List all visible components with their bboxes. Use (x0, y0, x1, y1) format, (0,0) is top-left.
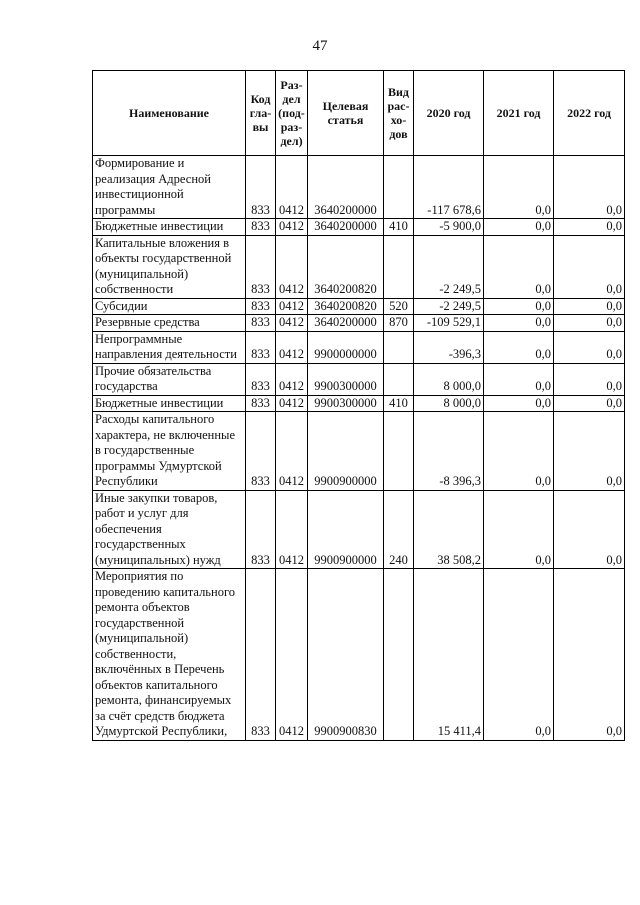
cell-target: 3640200000 (308, 315, 384, 332)
header-code: Код гла- вы (246, 71, 276, 156)
cell-target: 9900300000 (308, 395, 384, 412)
cell-expense (384, 331, 414, 363)
cell-section: 0412 (276, 412, 308, 491)
cell-y2020: 8 000,0 (414, 395, 484, 412)
cell-code: 833 (246, 412, 276, 491)
cell-y2021: 0,0 (484, 156, 554, 219)
table-row (93, 395, 625, 412)
cell-expense: 240 (384, 490, 414, 569)
cell-y2021: 0,0 (484, 569, 554, 741)
cell-expense (384, 363, 414, 395)
cell-y2022: 0,0 (554, 412, 625, 491)
cell-code: 833 (246, 298, 276, 315)
cell-target: 9900900000 (308, 412, 384, 491)
table-row (93, 298, 625, 315)
cell-name: Мероприятия по проведению капитального ремонта объектов государственной (муниципальной) собственности, включённых в Перечень объектов капитального ремонта, финансируемых за счёт средств бюджета Удмуртской Республики, (93, 569, 246, 741)
cell-name: Прочие обязательства государства (93, 363, 246, 395)
cell-y2020: 15 411,4 (414, 569, 484, 741)
cell-code: 833 (246, 219, 276, 236)
cell-name: Капитальные вложения в объекты государственной (муниципальной) собственности (93, 235, 246, 298)
cell-name: Бюджетные инвестиции (93, 395, 246, 412)
cell-y2021: 0,0 (484, 298, 554, 315)
cell-target: 3640200820 (308, 235, 384, 298)
cell-name: Субсидии (93, 298, 246, 315)
cell-section: 0412 (276, 235, 308, 298)
table-row (93, 569, 625, 741)
cell-expense: 520 (384, 298, 414, 315)
cell-expense (384, 235, 414, 298)
cell-expense: 410 (384, 395, 414, 412)
cell-expense (384, 412, 414, 491)
cell-y2022: 0,0 (554, 219, 625, 236)
table-row (93, 156, 625, 219)
header-2022: 2022 год (554, 71, 625, 156)
cell-y2021: 0,0 (484, 331, 554, 363)
table-header-row (93, 71, 625, 156)
cell-y2020: -117 678,6 (414, 156, 484, 219)
cell-y2020: -5 900,0 (414, 219, 484, 236)
header-2020: 2020 год (414, 71, 484, 156)
cell-y2022: 0,0 (554, 331, 625, 363)
cell-section: 0412 (276, 490, 308, 569)
cell-target: 3640200000 (308, 156, 384, 219)
table-row (93, 235, 625, 298)
cell-name: Резервные средства (93, 315, 246, 332)
cell-y2021: 0,0 (484, 219, 554, 236)
cell-y2022: 0,0 (554, 395, 625, 412)
table-row (93, 490, 625, 569)
cell-code: 833 (246, 331, 276, 363)
cell-y2020: -2 249,5 (414, 298, 484, 315)
cell-expense (384, 569, 414, 741)
cell-y2022: 0,0 (554, 156, 625, 219)
cell-y2021: 0,0 (484, 490, 554, 569)
cell-y2022: 0,0 (554, 363, 625, 395)
cell-code: 833 (246, 156, 276, 219)
cell-section: 0412 (276, 219, 308, 236)
cell-y2020: -396,3 (414, 331, 484, 363)
cell-y2022: 0,0 (554, 298, 625, 315)
cell-y2022: 0,0 (554, 315, 625, 332)
table-row (93, 331, 625, 363)
header-name: Наименование (93, 71, 246, 156)
table-row (93, 363, 625, 395)
cell-section: 0412 (276, 363, 308, 395)
cell-section: 0412 (276, 156, 308, 219)
cell-target: 9900300000 (308, 363, 384, 395)
cell-section: 0412 (276, 298, 308, 315)
cell-target: 9900000000 (308, 331, 384, 363)
cell-code: 833 (246, 235, 276, 298)
cell-section: 0412 (276, 395, 308, 412)
cell-code: 833 (246, 395, 276, 412)
cell-target: 3640200000 (308, 219, 384, 236)
cell-name: Бюджетные инвестиции (93, 219, 246, 236)
cell-name: Непрограммные направления деятельности (93, 331, 246, 363)
cell-name: Расходы капитального характера, не включенные в государственные программы Удмуртской Республики (93, 412, 246, 491)
cell-y2021: 0,0 (484, 412, 554, 491)
cell-y2021: 0,0 (484, 395, 554, 412)
cell-y2020: -109 529,1 (414, 315, 484, 332)
header-2021: 2021 год (484, 71, 554, 156)
cell-name: Иные закупки товаров, работ и услуг для обеспечения государственных (муниципальных) нужд (93, 490, 246, 569)
cell-expense: 410 (384, 219, 414, 236)
table-row (93, 219, 625, 236)
cell-section: 0412 (276, 569, 308, 741)
cell-y2022: 0,0 (554, 569, 625, 741)
cell-y2020: -8 396,3 (414, 412, 484, 491)
cell-expense: 870 (384, 315, 414, 332)
header-section: Раз- дел (под- раз- дел) (276, 71, 308, 156)
header-target: Целевая статья (308, 71, 384, 156)
cell-code: 833 (246, 363, 276, 395)
cell-name: Формирование и реализация Адресной инвестиционной программы (93, 156, 246, 219)
cell-code: 833 (246, 569, 276, 741)
cell-section: 0412 (276, 315, 308, 332)
budget-table (92, 70, 625, 741)
table-row (93, 412, 625, 491)
cell-target: 9900900830 (308, 569, 384, 741)
cell-y2020: 8 000,0 (414, 363, 484, 395)
cell-code: 833 (246, 315, 276, 332)
cell-y2021: 0,0 (484, 235, 554, 298)
cell-expense (384, 156, 414, 219)
cell-y2022: 0,0 (554, 490, 625, 569)
page-number: 47 (312, 38, 328, 54)
cell-y2020: -2 249,5 (414, 235, 484, 298)
cell-y2022: 0,0 (554, 235, 625, 298)
cell-target: 3640200820 (308, 298, 384, 315)
cell-target: 9900900000 (308, 490, 384, 569)
header-expense: Вид рас- хо- дов (384, 71, 414, 156)
cell-y2020: 38 508,2 (414, 490, 484, 569)
cell-y2021: 0,0 (484, 363, 554, 395)
cell-y2021: 0,0 (484, 315, 554, 332)
table-row (93, 315, 625, 332)
cell-code: 833 (246, 490, 276, 569)
cell-section: 0412 (276, 331, 308, 363)
